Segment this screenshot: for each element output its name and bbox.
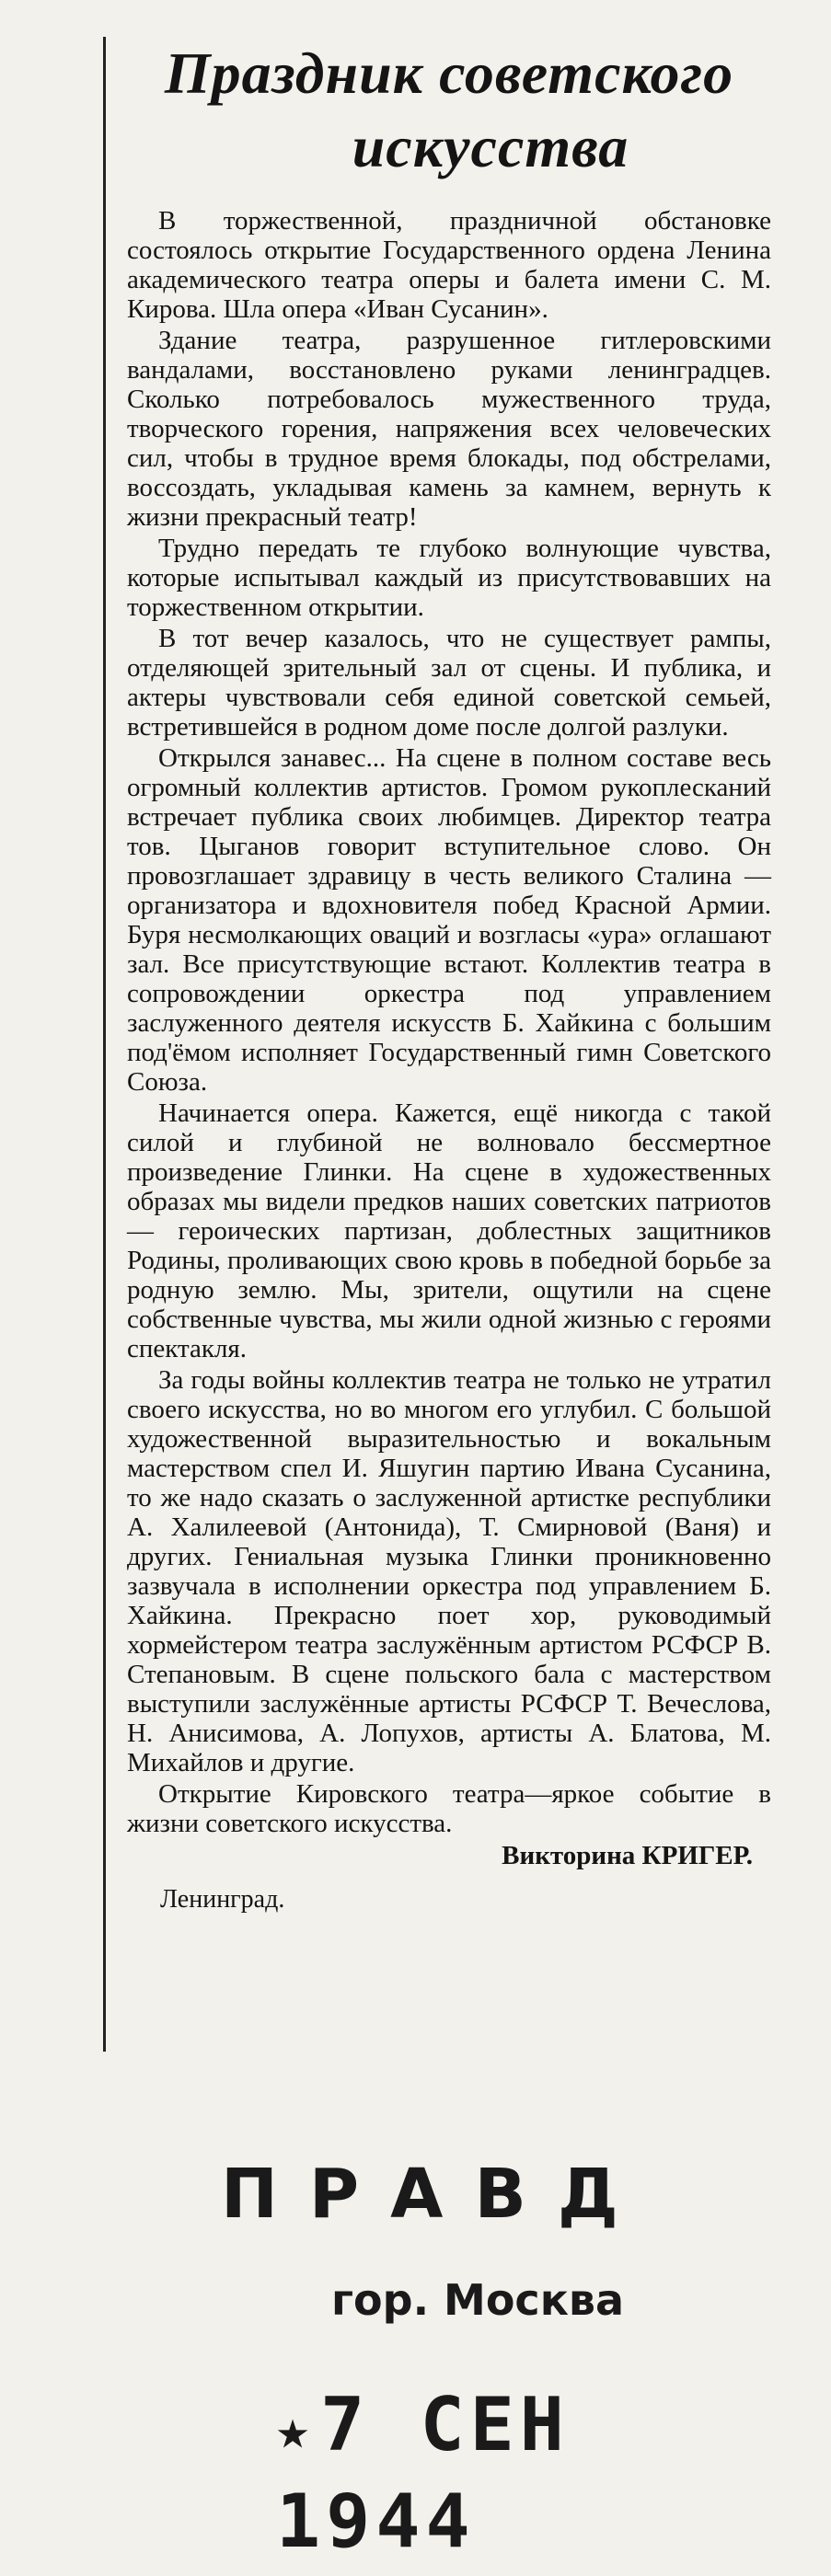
article [127,37,771,1915]
stamp-date: 7 СЕН 1944 [276,2382,570,2565]
stamp-title: ПРАВД [221,2155,650,2234]
paragraph: Трудно передать те глубоко волнующие чувства, которые испытывал каждый из присутствовавших на торжественном открытии. [127,534,771,622]
column-rule [103,37,106,2052]
stamp-date-line [276,2379,736,2568]
headline-line-2: искусства [352,114,629,179]
paragraph: Начинается опера. Кажется, ещё никогда с такой силой и глубиной не волновало бессмертное произведение Глинки. На сцене в художественных образах мы видели предков наших советских патриотов — героических партизан, доблестных защитников Родины, проливающих свою кровь в победной борьбе за родную землю. Мы, зрители, ощутили на сцене собственные чувства, мы жили одной жизнью с героями спектакля. [127,1098,771,1363]
paragraph: Открытие Кировского театра—яркое событие в жизни советского искусства. [127,1779,771,1838]
star-icon: ★ [276,2398,316,2463]
paragraph: В тот вечер казалось, что не существует рампы, отделяющей зрительный зал от сцены. И публика, и актеры чувствовали себя единой советской семьей, встретившейся в родном доме после долгой разлуки. [127,624,771,742]
paragraph: За годы войны коллектив театра не только не утратил своего искусства, но во многом его углубил. С большой художественной выразительностью и вокальным мастерством спел И. Яшугин партию Ивана Сусанина, то же надо сказать о заслуженной артистке республики А. Халилеевой (Антонида), Т. Смирновой (Ваня) и других. Гениальная музыка Глинки проникновенно зазвучала в исполнении оркестра под управлением Б. Хайкина. Прекрасно поет хор, руководимый хормейстером театра заслужённым артистом РСФСР В. Степановым. В сцене польского бала с мастерством выступили заслужённые артисты РСФСР Т. Вечеслова, Н. Анисимова, А. Лопухов, артисты А. Блатова, М. Михайлов и другие. [127,1365,771,1777]
paragraph: Открылся занавес... На сцене в полном составе весь огромный коллектив артистов. Громом рукоплесканий встречает публика своих любимцев. Директор театра тов. Цыганов говорит вступительное слово. Он провозглашает здравицу в честь великого Сталина — организатора и вдохновителя побед Красной Армии. Буря несмолкающих оваций и возгласы «ура» оглашают зал. Все присутствующие встают. Коллектив театра в сопровождении оркестра под управлением заслуженного деятеля искусств Б. Хайкина с большим под'ёмом исполняет Государственный гимн Советского Союза. [127,743,771,1097]
paragraph: В торжественной, праздничной обстановке состоялось открытие Государственного ордена Ленина академического театра оперы и балета имени С. М. Кирова. Шла опера «Иван Сусанин». [127,206,771,324]
library-stamp [166,2153,736,2568]
author-signature: Викторина КРИГЕР. [502,1841,753,1870]
dateline-place: Ленинград. [160,1885,285,1914]
stamp-city: гор. Москва [331,2275,625,2325]
paragraph: Здание театра, разрушенное гитлеровскими вандалами, восстановлено руками ленинградцев. Сколько потребовалось мужественного труда, творческого горения, напряжения всех человеческих сил, чтобы в трудное время блокады, под обстрелами, воссоздать, укладывая камень за камнем, вернуть к жизни прекрасный театр! [127,326,771,532]
headline-line-1: Праздник советского [164,40,734,106]
article-headline [127,37,771,184]
